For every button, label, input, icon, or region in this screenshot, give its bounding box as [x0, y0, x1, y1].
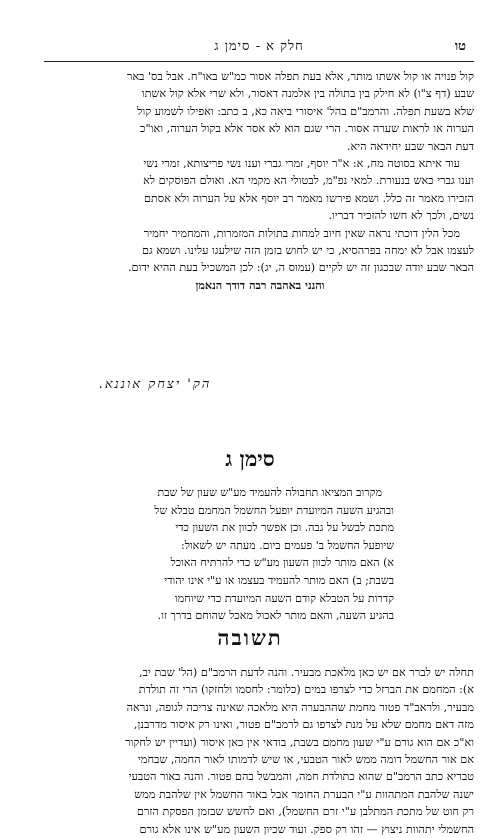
text-line: לעצמו אבל לא ימחה בפרהסיא, כי יש לחוש בזמן הזה שילעגו עלינו. ושמא גם — [141, 244, 474, 258]
question-line: מקרוב המציאו תחבולה להעמיד מע"ש שעון של שבת — [157, 486, 382, 499]
answer-line: ישנה שלהבת המתהוות ע"י הבערת החומר אבל באור החשמל אין שלהבת ממש — [134, 787, 474, 801]
text-line: עוד איתא בסוטה מח, א: א"ר יוסף, זמרי גברי וענו נשי פריצותא, זמרי נשי — [143, 157, 460, 171]
header-rule — [44, 61, 474, 62]
answer-line: רק חוט של מתכת המתלבן ע"י זרם החשמל), ואם לחשש שבזמן הפסקת הזרם — [136, 805, 474, 819]
question-line: מתכת לבשל על גבה. וכן אפשר לכוון את השעון כדי — [175, 521, 394, 535]
text-line: מכל הלין דוכתי נראה שאין חיוב למחות בתולות המזמרות, והמחמיר יחמיר — [143, 226, 460, 240]
section-title: סימן ג — [225, 446, 275, 471]
closing-line: והנני באהבה רבה דודך הנאמן — [195, 277, 325, 292]
question-line: א) האם מותר לכוון השעון מע"ש כדי להרתיח האוכל — [170, 556, 394, 570]
question-line: בשבת; ב) האם מותר להעמיד בעצמו או ע"י אינו יהודי — [164, 573, 394, 587]
question-line: קדרות על הטבלא קודם השעה המיועדת כדי שיוחמו — [174, 591, 394, 605]
text-line: וענו גברי כאש בנעורת. למאי נפ"מ, לבטולי הא מקמי הא. ואולם הפוסקים לא — [143, 174, 474, 188]
question-line: בהגיע השעה, והאם מותר לאכול מאכל שהוחם בדרך זו. — [157, 609, 394, 623]
answer-line: מזה דאם מחמם שלא על מנת לצרפו גם לרמב"ם פטור, ואינו רק איסור מדרבנן, — [133, 718, 474, 732]
answer-line: וא"כ אם הוא גורם ע"י שעון מחמם בשבת, בודאי אין כאן איסור (ועדיין יש לחקור — [125, 735, 474, 749]
text-line: דעת הבאר שבע יחידאה היא. — [346, 139, 474, 153]
question-line: שיופעל החשמל ב' פעמים ביום. מעתה יש לשאול: — [181, 538, 394, 552]
text-line: נשים, ולכך לא חשו להזכיר דבריו. — [328, 209, 474, 223]
running-header — [44, 38, 474, 58]
text-line: הזכירו מאמר זה כלל. ושמא פירשו מאמר רב יוסף אלא על הערוה ולא אסתם — [143, 191, 474, 205]
answer-line: החשמלי יתהוות ניצוץ — זהו רק ספק. ועוד שכיון השעון מע"ש אינו אלא גורם — [139, 822, 474, 836]
running-title: חלק א - סימן ג — [214, 39, 304, 54]
answer-block — [46, 664, 474, 838]
text-line: שבע (דף צ"ו) לא חילק בין בתולה בין אלמנה דאסור, ולא שרי אלא קול אשתו — [141, 87, 474, 101]
top-text-block — [46, 68, 474, 294]
answer-line: תחלה יש לברר אם יש כאן מלאכת מבעיר. והנה לדעת הרמב"ם (הל' שבת יב, — [139, 666, 474, 679]
text-line: שלא בשעת תפלה. והרמב"ם בהל' איסורי ביאה כא, ב כתב: ואפילו לשמוע קול — [137, 104, 474, 118]
answer-line: אם אור החשמל דומה ממש לאור הטבעי, או שיש לדמותו לאור החמה, שבחמי — [137, 753, 474, 767]
text-line: הערוה או לראות שערה אסור. הרי שגם הוא לא אסר אלא בקול הערוה, ואו"כ — [140, 122, 474, 136]
answer-line: א): המחמם את הברזל כדי לצרפו במים (כלומר: לחסמו ולחזקו) הרי זה תולדת — [138, 683, 474, 697]
answer-line: מבעיר, ולראב"ד פטור מחמת שההבערה היא מלאכה שאינה צריכה לגופה, ונראה — [126, 700, 474, 714]
answer-title: תשובה — [217, 625, 283, 650]
page-number: טו — [454, 39, 466, 54]
text-line: קול פנויה או קול אשתו מותר, אלא בעת תפלה אסור כמ"ש באו"ח. אבל בס' באר — [126, 70, 474, 83]
question-line: ובהגיע השעה המיועדת יופעל החשמל המחמם טבלא של — [154, 503, 394, 517]
answer-line: טבריא כתב הרמב"ם שהוא כתולדת חמה, והמבשל בהם פטור. והנה באור הטבעי — [128, 770, 474, 784]
text-line: הבאר שבע יודה שבכגון זה יש לקיים (עמוס ה, יג): לכן המשכיל בעת ההיא ידום. — [128, 261, 474, 275]
question-block — [115, 484, 394, 625]
signature: הק' יצחק אוננא. — [98, 377, 212, 392]
